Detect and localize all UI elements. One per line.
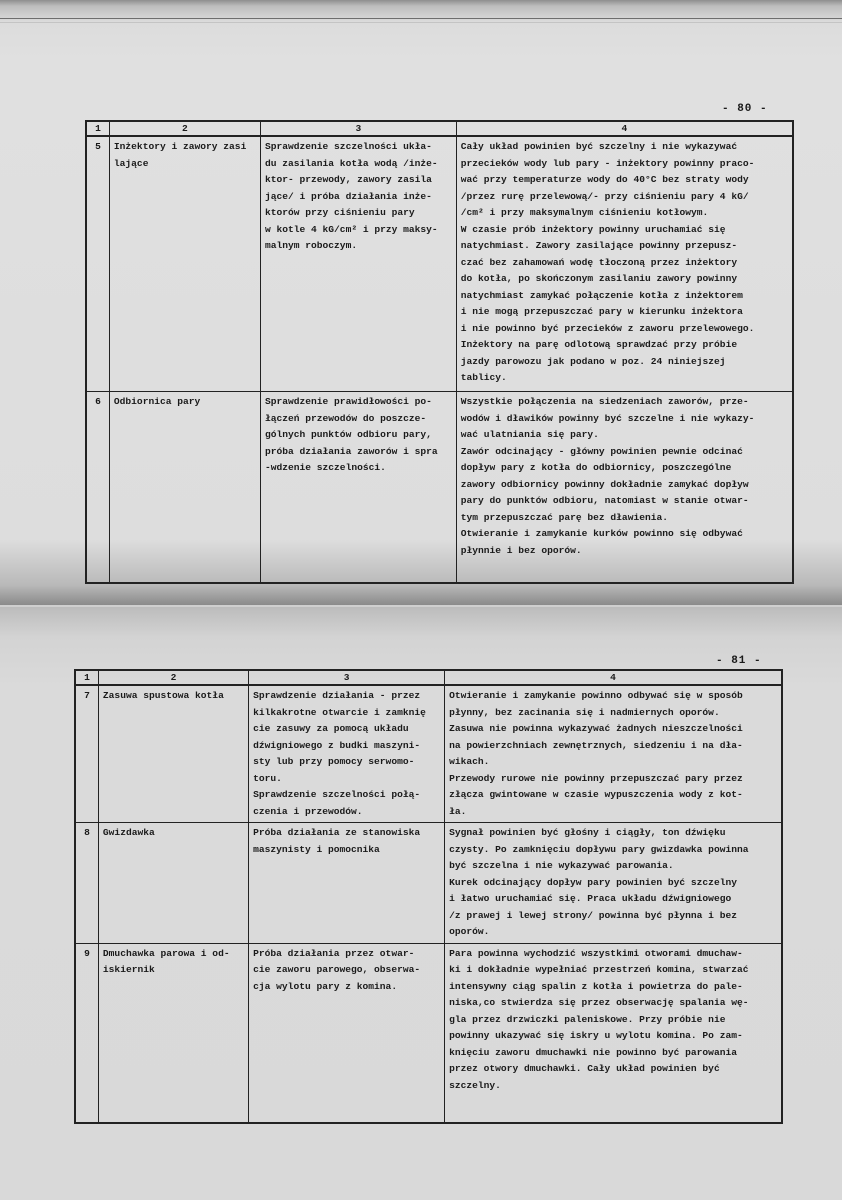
page-number: - 81 - [716, 655, 762, 667]
table-row [75, 823, 782, 944]
requirement-text: Otwieranie i zamykanie powinno odbywać się w sposób płynny, bez zacinania się i nadmiernych oporów. Zasuwa nie powinna wykazywać żadnych nieszczelności na powierzchniach zewnętrznych, siedzeniu i na dła- wikach. Przewody rurowe nie powinny przepuszczać pary przez złącza gwintowane w czasie wypuszczenia wody z kot- ła. [445, 685, 782, 823]
table-row [75, 943, 782, 1123]
row-number: 5 [86, 136, 109, 392]
requirement-text: Para powinna wychodzić wszystkimi otworami dmuchaw- ki i dokładnie wypełniać przestrzeń komina, stwarzać intensywny ciąg spalin z kotła i powietrza do pale- niska,co stwierdza się przez obserwację spalania wę- gla przez drzwiczki paleniskowe. Przy próbie nie powinny ukazywać się iskry u wylotu komina. Po zam- knięciu zaworu dmuchawki nie powinno być parowania przez otwory dmuchawki. Cały układ powinien być szczelny. [445, 943, 782, 1123]
check-procedure: Sprawdzenie działania - przez kilkakrotne otwarcie i zamknię cie zasuwy za pomocą układu dźwigniowego z budki maszyni- sty lub przy pomocy serwomo- toru. Sprawdzenie szczelności połą- czenia i przewodów. [249, 685, 445, 823]
column-header-2: 2 [98, 670, 248, 685]
row-number: 7 [75, 685, 98, 823]
table-row [75, 685, 782, 823]
column-header-2: 2 [109, 121, 260, 136]
page-number: - 80 - [722, 103, 768, 115]
item-name: Dmuchawka parowa i od- iskiernik [98, 943, 248, 1123]
row-number: 9 [75, 943, 98, 1123]
check-procedure: Sprawdzenie szczelności ukła- du zasilania kotła wodą /inże- ktor- przewody, zawory zasila jące/ i próba działania inże- ktorów przy ciśnieniu pary w kotle 4 kG/cm² i przy maksy- malnym roboczym. [260, 136, 456, 392]
column-header-3: 3 [260, 121, 456, 136]
inspection-table [85, 120, 794, 584]
column-header-3: 3 [249, 670, 445, 685]
item-name: Odbiornica pary [109, 392, 260, 584]
requirement-text: Sygnał powinien być głośny i ciągły, ton dźwięku czysty. Po zamknięciu dopływu pary gwizdawka powinna być szczelna i nie wykazywać parowania. Kurek odcinający dopływ pary powinien być szczelny i łatwo uruchamiać się. Praca układu dźwigniowego /z prawej i lewej strony/ powinna być płynna i bez oporów. [445, 823, 782, 944]
inspection-table [74, 669, 783, 1124]
table-header-row [75, 670, 782, 685]
column-header-4: 4 [445, 670, 782, 685]
requirement-text: Wszystkie połączenia na siedzeniach zaworów, prze- wodów i dławików powinny być szczelne i nie wykazy- wać ulatniania się pary. Zawór odcinający - główny powinien pewnie odcinać dopływ pary z kotła do odbiornicy, poszczególne zawory odbiornicy powinny dokładnie zamykać dopływ pary do punktów odbioru, natomiast w stanie otwar- tym przepuszczać parę bez dławienia. Otwieranie i zamykanie kurków powinno się odbywać płynnie i bez oporów. [456, 392, 793, 584]
column-header-1: 1 [86, 121, 109, 136]
column-header-1: 1 [75, 670, 98, 685]
check-procedure: Sprawdzenie prawidłowości po- łączeń przewodów do poszcze- gólnych punktów odbioru pary, próba działania zaworów i spra -wdzenie szczelności. [260, 392, 456, 584]
check-procedure: Próba działania ze stanowiska maszynisty i pomocnika [249, 823, 445, 944]
column-header-4: 4 [456, 121, 793, 136]
row-number: 8 [75, 823, 98, 944]
row-number: 6 [86, 392, 109, 584]
item-name: Gwizdawka [98, 823, 248, 944]
check-procedure: Próba działania przez otwar- cie zaworu parowego, obserwa- cja wylotu pary z komina. [249, 943, 445, 1123]
item-name: Zasuwa spustowa kotła [98, 685, 248, 823]
table-row [86, 392, 793, 584]
item-name: Inżektory i zawory zasi lające [109, 136, 260, 392]
page-top-edge [0, 18, 842, 23]
table-row [86, 136, 793, 392]
table-header-row [86, 121, 793, 136]
requirement-text: Cały układ powinien być szczelny i nie wykazywać przecieków wody lub pary - inżektory powinny praco- wać przy temperaturze wody do 40°C bez straty wody /przez rurę przelewową/- przy ciśnieniu pary 4 kG/ /cm² i przy maksymalnym ciśnieniu kotłowym. W czasie prób inżektory powinny uruchamiać się natychmiast. Zawory zasilające powinny przepusz- czać bez zahamowań wodę tłoczoną przez inżektory do kotła, po skończonym zasilaniu zawory powinny natychmiast zamykać połączenie kotła z inżektorem i nie mogą przepuszczać pary w kierunku inżektora i nie powinno być przecieków z zaworu przelewowego. Inżektory na parę odlotową sprawdzać przy próbie jazdy parowozu jak podano w poz. 24 niniejszej tablicy. [456, 136, 793, 392]
